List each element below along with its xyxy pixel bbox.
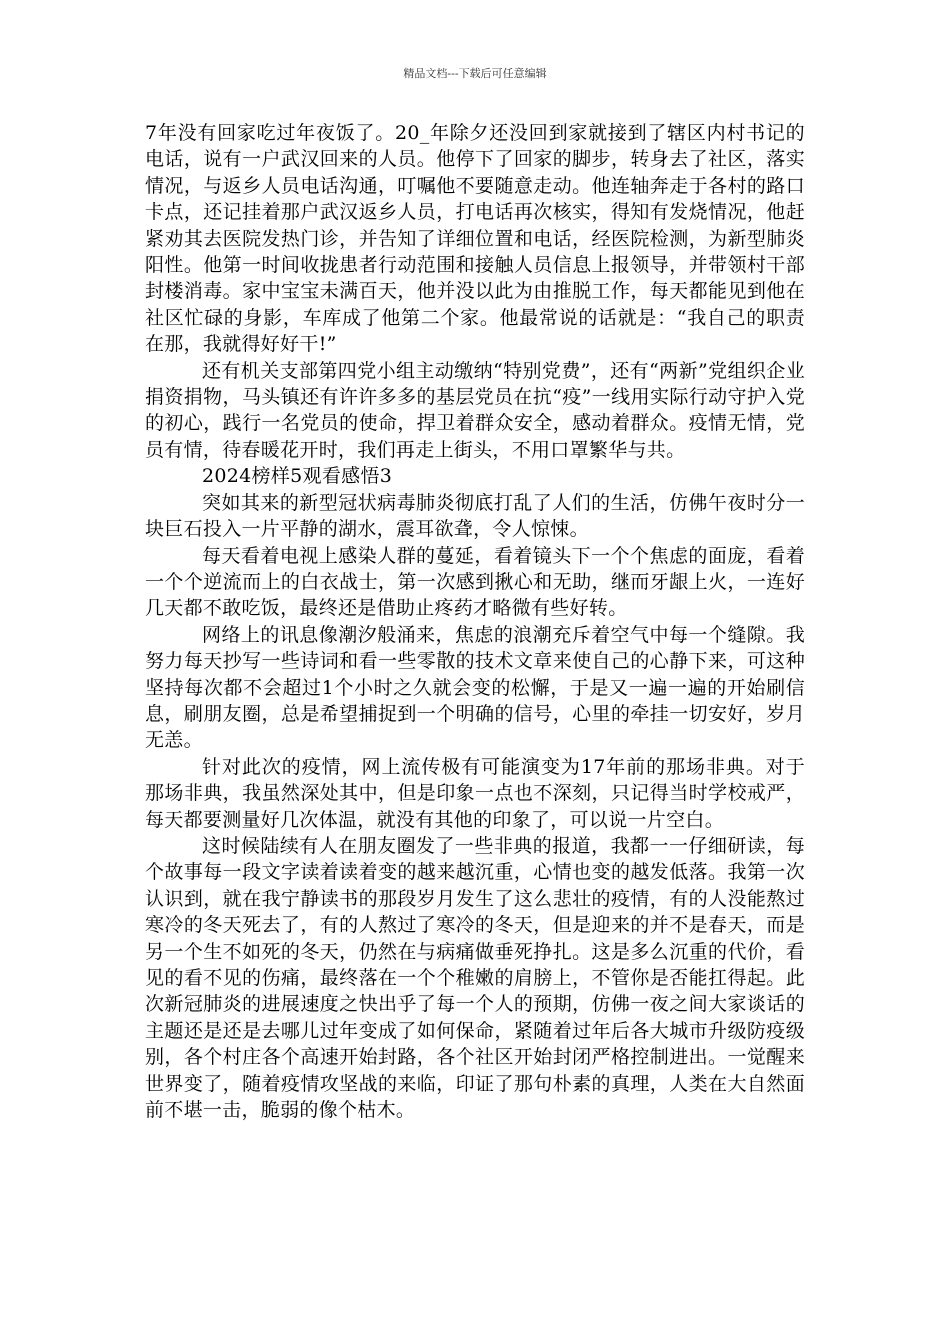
paragraph-online-news: 网络上的讯息像潮汐般涌来，焦虑的浪潮充斥着空气中每一个缝隙。我努力每天抄写一些诗词和看一些零散的技术文章来使自己的心静下来，可这种坚持每次都不会超过1个小时之久就会变的松懈，于是又一遍一遍的开始刷信息，刷朋友圈，总是希望捕捉到一个明确的信号，心里的牵挂一切安好，岁月无恙。 [145, 623, 805, 752]
paragraph-continuation: 7年没有回家吃过年夜饭了。20_年除夕还没回到家就接到了辖区内村书记的电话，说有一户武汉回来的人员。他停下了回家的脚步，转身去了社区，落实情况，与返乡人员电话沟通，叮嘱他不要随意走动。他连轴奔走于各村的路口卡点，还记挂着那户武汉返乡人员，打电话再次核实，得知有发烧情况，他赶紧劝其去医院发热门诊，并告知了详细位置和电话，经医院检测，为新型肺炎阳性。他第一时间收拢患者行动范围和接触人员信息上报领导，并带领村干部封楼消毒。家中宝宝未满百天，他并没以此为由推脱工作，每天都能见到他在社区忙碌的身影，车库成了他第二个家。他最常说的话就是：“我自己的职责在那，我就得好好干!” [145, 122, 805, 356]
section-heading: 2024榜样5观看感悟3 [202, 465, 393, 488]
paragraph-outbreak: 突如其来的新型冠状病毒肺炎彻底打乱了人们的生活，仿佛午夜时分一块巨石投入一片平静的湖水，震耳欲聋，令人惊悚。 [145, 491, 805, 541]
paragraph-sars-reports: 这时候陆续有人在朋友圈发了一些非典的报道，我都一一仔细研读，每个故事每一段文字读着读着变的越来越沉重，心情也变的越发低落。我第一次认识到，就在我宁静读书的那段岁月发生了这么悲壮的疫情，有的人没能熬过寒冷的冬天死去了，有的人熬过了寒冷的冬天，但是迎来的并不是春天，而是另一个生不如死的冬天，仍然在与病痛做垂死挣扎。这是多么沉重的代价，看见的看不见的伤痛，最终落在一个个稚嫩的肩膀上，不管你是否能扛得起。此次新冠肺炎的进展速度之快出乎了每一个人的预期，仿佛一夜之间大家谈话的主题还是还是去哪儿过年变成了如何保命，紧随着过年后各大城市升级防疫级别，各个村庄各个高速开始封路，各个社区开始封闭严格控制进出。一觉醒来世界变了，随着疫情攻坚战的来临，印证了那句朴素的真理，人类在大自然面前不堪一击，脆弱的像个枯木。 [145, 834, 805, 1122]
document-body [145, 120, 805, 1123]
page-header: 精品文档---下载后可任意编辑 [403, 67, 547, 80]
paragraph-sars-memory: 针对此次的疫情，网上流传极有可能演变为17年前的那场非典。对于那场非典，我虽然深处其中，但是印象一点也不深刻，只记得当时学校戒严，每天都要测量好几次体温，就没有其他的印象了，可以说一片空白。 [145, 755, 805, 831]
paragraph-party-members: 还有机关支部第四党小组主动缴纳“特别党费”，还有“两新”党组织企业捐资捐物，马头镇还有许许多多的基层党员在抗“疫”一线用实际行动守护入党的初心，践行一名党员的使命，捍卫着群众安全，感动着群众。疫情无情，党员有情，待春暖花开时，我们再走上街头，不用口罩繁华与共。 [145, 359, 805, 461]
paragraph-tv-news: 每天看着电视上感染人群的蔓延，看着镜头下一个个焦虑的面庞，看着一个个逆流而上的白衣战士，第一次感到揪心和无助，继而牙龈上火，一连好几天都不敢吃饭，最终还是借助止疼药才略微有些好转。 [145, 544, 805, 620]
